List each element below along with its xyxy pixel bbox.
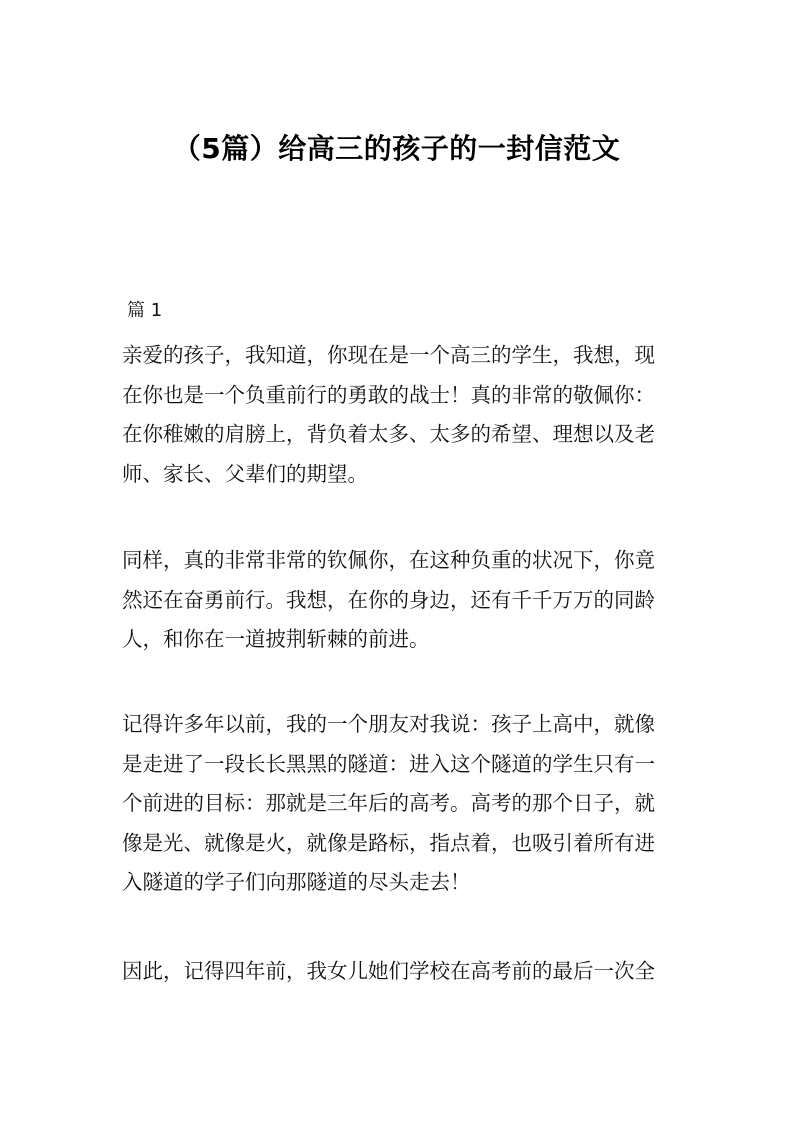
paragraph-line: 然还在奋勇前行。我想，在你的身边，还有千千万万的同龄 bbox=[122, 587, 655, 612]
paragraph-line: 在你稚嫩的肩膀上，背负着太多、太多的希望、理想以及老 bbox=[122, 422, 655, 446]
paragraph-1 bbox=[122, 336, 678, 494]
paragraph-line: 是走进了一段长长黑黑的隧道：进入这个隧道的学生只有一 bbox=[122, 751, 655, 776]
paragraph-line: 师、家长、父辈们的期望。 bbox=[122, 461, 368, 486]
paragraph-3 bbox=[122, 705, 678, 903]
paragraph-line: 在你也是一个负重前行的勇敢的战士！真的非常的敬佩你： bbox=[122, 382, 655, 407]
paragraph-line: 人，和你在一道披荆斩棘的前进。 bbox=[122, 627, 430, 651]
paragraph-line: 同样，真的非常非常的钦佩你，在这种负重的状况下，你竟 bbox=[122, 548, 655, 572]
paragraph-4 bbox=[122, 952, 678, 992]
paragraph-line: 像是光、就像是火，就像是路标，指点着，也吸引着所有进 bbox=[122, 830, 655, 855]
document-title: （5篇）给高三的孩子的一封信范文 bbox=[172, 132, 621, 165]
paragraph-line: 入隧道的学子们向那隧道的尽头走去！ bbox=[122, 870, 471, 894]
section-label: 篇 1 bbox=[127, 300, 163, 321]
paragraph-line: 因此，记得四年前，我女儿她们学校在高考前的最后一次全 bbox=[122, 959, 655, 983]
paragraph-2 bbox=[122, 541, 678, 660]
paragraph-line: 亲爱的孩子，我知道，你现在是一个高三的学生，我想，现 bbox=[122, 343, 655, 367]
paragraph-line: 个前进的目标：那就是三年后的高考。高考的那个日子，就 bbox=[122, 791, 655, 815]
paragraph-line: 记得许多年以前，我的一个朋友对我说：孩子上高中，就像 bbox=[122, 712, 655, 736]
